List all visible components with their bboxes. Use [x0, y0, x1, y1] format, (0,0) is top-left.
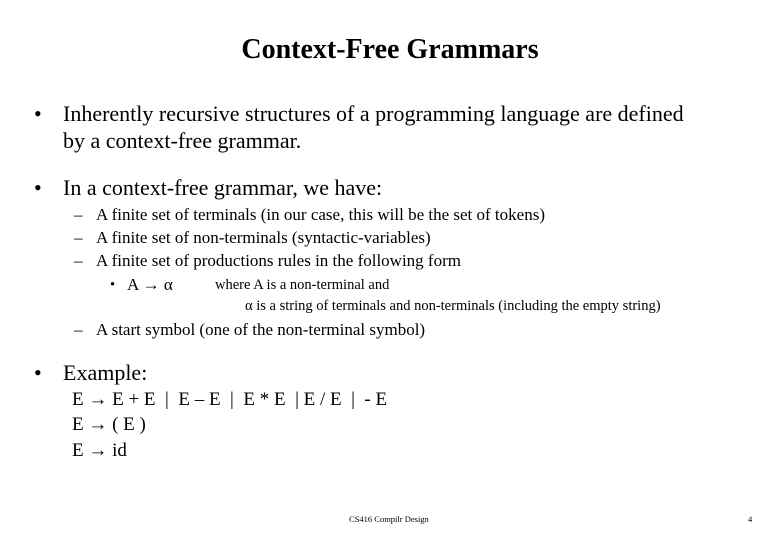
bullet-3-text: Example: — [63, 360, 148, 385]
example-rule-2: E → ( E ) — [72, 414, 146, 435]
example-rule-1: E → E + E | E – E | E * E | E / E | - E — [72, 389, 388, 410]
subitem-marker: – — [74, 251, 83, 270]
footer-page-number: 4 — [748, 514, 753, 524]
slide-title: Context-Free Grammars — [241, 34, 539, 65]
bullet-marker: • — [34, 360, 42, 385]
production-note-line-2: α is a string of terminals and non-terminals (including the empty string) — [245, 298, 661, 314]
subitem-start-symbol: A start symbol (one of the non-terminal symbol) — [96, 320, 426, 339]
bullet-2-text: In a context-free grammar, we have: — [63, 175, 383, 200]
production-marker: • — [110, 277, 116, 293]
subitem-marker: – — [74, 205, 83, 224]
footer-course: CS416 Compilr Design — [349, 514, 429, 524]
bullet-1-line-1: Inherently recursive structures of a programming language are defined — [63, 101, 684, 126]
subitem-non-terminals: A finite set of non-terminals (syntactic-variables) — [96, 228, 431, 247]
bullet-marker: • — [34, 175, 42, 200]
production-note-line-1: where A is a non-terminal and — [215, 277, 390, 293]
example-rule-3: E → id — [72, 440, 127, 461]
production-rule: A → α — [127, 275, 173, 294]
subitem-productions: A finite set of productions rules in the following form — [96, 251, 461, 270]
subitem-marker: – — [74, 228, 83, 247]
bullet-1-line-2: by a context-free grammar. — [63, 128, 302, 153]
subitem-terminals: A finite set of terminals (in our case, this will be the set of tokens) — [96, 205, 545, 224]
subitem-marker: – — [74, 320, 83, 339]
bullet-marker: • — [34, 101, 42, 126]
